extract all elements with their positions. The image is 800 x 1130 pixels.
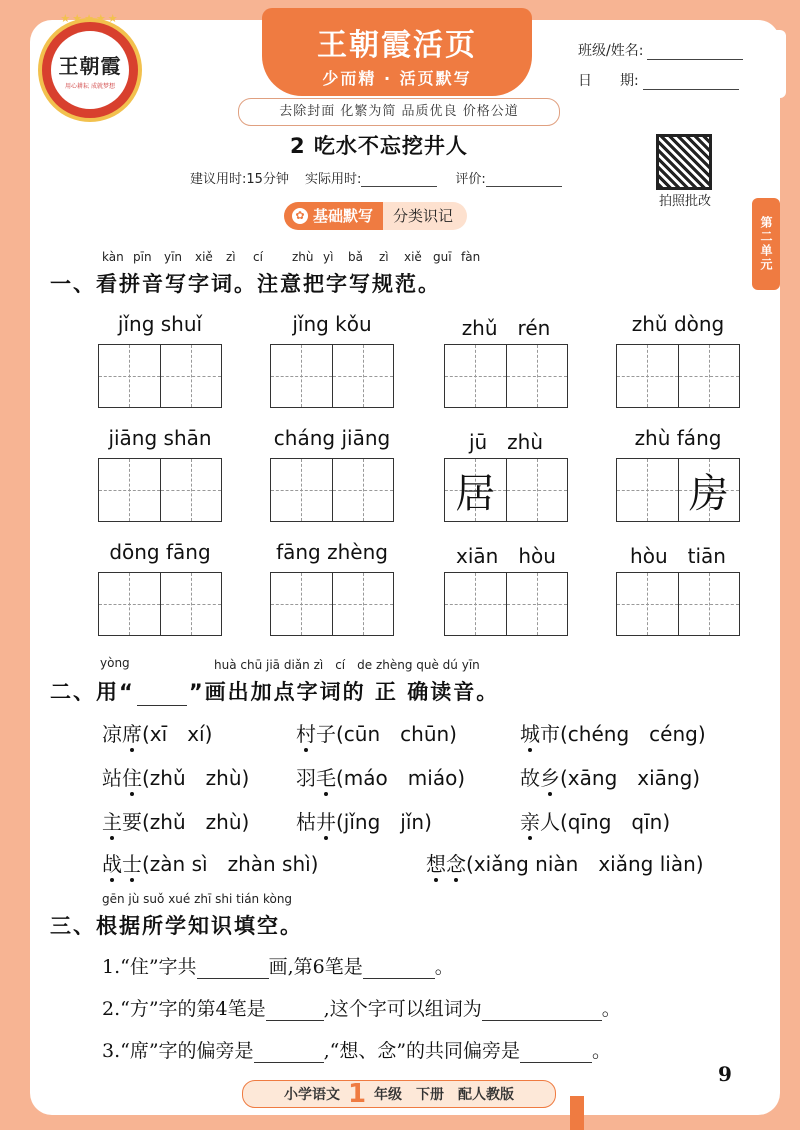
- slogan: 去除封面 化繁为简 品质优良 价格公道: [238, 98, 560, 126]
- badge-main-label: 基础默写: [313, 207, 374, 225]
- word-pinyin: cháng jiāng: [273, 426, 391, 450]
- pinyin-syllable: cí: [253, 250, 263, 264]
- writing-grid[interactable]: [270, 458, 394, 522]
- word-pinyin: dōng fāng: [109, 540, 211, 564]
- footer-grade-number: 1: [347, 1079, 367, 1109]
- section1-pinyin: [102, 250, 502, 266]
- q1-text-b: 画,第6笔是: [268, 956, 363, 978]
- qr-code-icon[interactable]: [656, 134, 712, 190]
- logo-text: 王朝霞: [58, 54, 122, 78]
- actual-time-field[interactable]: [361, 172, 437, 187]
- section2-heading-pre: 二、用“: [50, 680, 135, 704]
- q1-blank-2[interactable]: [363, 958, 435, 979]
- writing-grid[interactable]: [444, 572, 568, 636]
- class-name-field[interactable]: [647, 43, 743, 60]
- reading-choice-item[interactable]: 村子(cūn chūn): [296, 722, 457, 746]
- word-pinyin: jǐng shuǐ: [117, 312, 203, 336]
- pinyin-syllable: zhù: [292, 250, 314, 264]
- pinyin-syllable: kàn: [102, 250, 124, 264]
- section2-heading-post: ”画出加点字词的 正 确读音。: [188, 680, 500, 704]
- reading-choice-item[interactable]: 故乡(xāng xiāng): [520, 766, 701, 790]
- q2-text-b: ,这个字可以组词为: [323, 998, 482, 1020]
- reading-choice-item[interactable]: 枯井(jǐng jǐn): [296, 810, 432, 834]
- brand-banner: [262, 8, 532, 96]
- fill-question-1: [102, 952, 454, 979]
- pinyin-syllable: fàn: [461, 250, 481, 264]
- evaluation-field[interactable]: [486, 172, 562, 187]
- unit-side-tab: 第二单元: [752, 198, 780, 290]
- spine-mark: [570, 1096, 584, 1130]
- writing-grid[interactable]: [270, 344, 394, 408]
- q3-blank-2[interactable]: [520, 1042, 592, 1063]
- logo-stars-icon: ★★★★★: [60, 12, 120, 25]
- section3-pinyin: gēn jù suǒ xué zhī shi tián kòng: [102, 892, 293, 906]
- word-pinyin: jiāng shān: [108, 426, 212, 450]
- publisher-logo: [42, 12, 138, 118]
- pinyin-syllable: pīn: [133, 250, 152, 264]
- section2-pinyin-b: huà chū jiā diǎn zì cí de zhèng què dú yīn: [214, 658, 480, 672]
- writing-grid[interactable]: [98, 572, 222, 636]
- reading-choice-item[interactable]: 想念(xiǎng niàn xiǎng liàn): [426, 852, 704, 876]
- lesson-title: 2 吃水不忘挖井人: [290, 134, 468, 158]
- section1-heading: 一、看拼音写字词。注意把字写规范。: [50, 272, 441, 296]
- reading-choice-item[interactable]: 战士(zàn sì zhàn shì): [102, 852, 319, 876]
- brand-title: 王朝霞活页: [317, 28, 477, 63]
- brand-subtitle: 少而精 · 活页默写: [322, 69, 472, 88]
- footer-subject: 小学语文: [283, 1087, 340, 1103]
- reading-choice-item[interactable]: 亲人(qīng qīn): [520, 810, 671, 834]
- section-badge: [284, 202, 467, 230]
- word-pinyin: jū zhù: [468, 430, 544, 454]
- footer-banner: [242, 1080, 556, 1108]
- writing-grid[interactable]: 居: [444, 458, 568, 522]
- word-pinyin: jǐng kǒu: [292, 312, 372, 336]
- actual-time-label: 实际用时:: [304, 172, 362, 187]
- section2-pinyin-a: yòng: [100, 656, 130, 670]
- pinyin-syllable: xiě: [404, 250, 422, 264]
- reading-choice-item[interactable]: 主要(zhǔ zhù): [102, 810, 250, 834]
- footer-grade: 年级: [374, 1087, 403, 1103]
- fill-question-2: [102, 994, 621, 1021]
- pinyin-syllable: zì: [379, 250, 389, 264]
- q1-text-c: 。: [434, 956, 454, 978]
- writing-grid[interactable]: [98, 344, 222, 408]
- footer-volume: 下册: [416, 1087, 445, 1103]
- pinyin-syllable: bǎ: [348, 250, 363, 264]
- q2-text-a: 2.“方”字的第4笔是: [102, 998, 266, 1020]
- writing-grid[interactable]: [270, 572, 394, 636]
- reading-choice-item[interactable]: 城市(chéng céng): [520, 722, 706, 746]
- pinyin-syllable: zì: [226, 250, 236, 264]
- writing-grid[interactable]: 房: [616, 458, 740, 522]
- reading-choice-item[interactable]: 站住(zhǔ zhù): [102, 766, 250, 790]
- q3-text-a: 3.“席”字的偏旁是: [102, 1040, 254, 1062]
- word-pinyin: xiān hòu: [456, 544, 556, 568]
- word-pinyin: fāng zhèng: [276, 540, 388, 564]
- pinyin-syllable: guī: [433, 250, 452, 264]
- pinyin-syllable: xiě: [195, 250, 213, 264]
- q2-blank-2[interactable]: [482, 1000, 602, 1021]
- student-info-box: [566, 30, 786, 98]
- q2-blank-1[interactable]: [266, 1000, 324, 1021]
- suggested-time: 建议用时:15分钟: [190, 172, 289, 187]
- word-pinyin: zhù fáng: [634, 426, 722, 450]
- writing-grid[interactable]: [616, 344, 740, 408]
- evaluation-label: 评价:: [455, 172, 486, 187]
- section3-heading: 三、根据所学知识填空。: [50, 914, 303, 938]
- page-number: 9: [718, 1062, 732, 1086]
- reading-choice-item[interactable]: 凉席(xī xí): [102, 722, 213, 746]
- reading-choice-item[interactable]: 羽毛(máo miáo): [296, 766, 466, 790]
- q2-text-c: 。: [601, 998, 621, 1020]
- fill-question-3: [102, 1036, 611, 1063]
- q1-blank-1[interactable]: [197, 958, 269, 979]
- writing-grid[interactable]: [616, 572, 740, 636]
- q1-text-a: 1.“住”字共: [102, 956, 197, 978]
- q3-text-c: 。: [592, 1040, 612, 1062]
- date-label: 日 期:: [578, 73, 639, 89]
- medal-icon: ✿: [292, 208, 308, 224]
- badge-side-label: 分类识记: [383, 202, 467, 230]
- class-name-label: 班级/姓名:: [578, 43, 644, 59]
- word-pinyin: zhǔ rén: [461, 316, 551, 340]
- pinyin-syllable: yīn: [164, 250, 183, 264]
- footer-edition: 配人教版: [458, 1087, 515, 1103]
- heading-underline-sample: [137, 687, 187, 706]
- qr-label: 拍照批改: [658, 194, 711, 209]
- pinyin-syllable: yì: [323, 250, 334, 264]
- writing-grid[interactable]: [444, 344, 568, 408]
- q3-blank-1[interactable]: [254, 1042, 324, 1063]
- timing-row: [190, 168, 562, 187]
- word-pinyin: zhǔ dòng: [631, 312, 725, 336]
- q3-text-b: ,“想、念”的共同偏旁是: [323, 1040, 521, 1062]
- writing-grid[interactable]: [98, 458, 222, 522]
- word-pinyin: hòu tiān: [630, 544, 726, 568]
- section2-heading: [50, 676, 499, 706]
- logo-subtext: 用心耕耘 成就梦想: [65, 83, 115, 90]
- date-field[interactable]: [643, 73, 739, 90]
